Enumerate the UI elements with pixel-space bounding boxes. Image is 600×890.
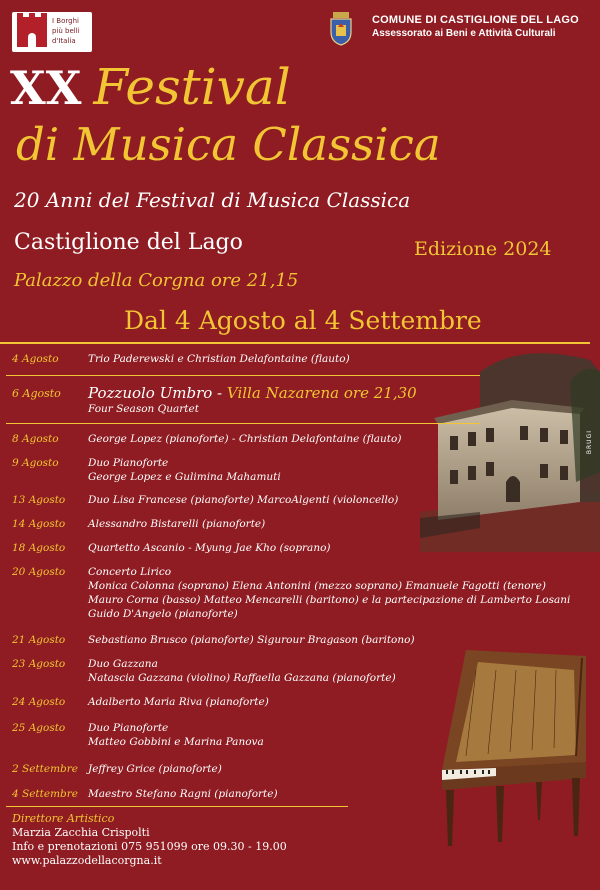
event-performers: Sebastiano Brusco (pianoforte) Sigurour Bragason (baritono) xyxy=(88,634,415,646)
booking-info: Info e prenotazioni 075 951099 ore 09.30 - 19.00 xyxy=(12,840,287,853)
event-date: 8 Agosto xyxy=(12,433,59,445)
event-date: 18 Agosto xyxy=(12,542,66,554)
divider xyxy=(6,806,348,807)
event-title: Duo Pianoforte xyxy=(88,457,169,469)
event-date: 24 Agosto xyxy=(12,696,66,708)
edition-year: Edizione 2024 xyxy=(414,238,552,260)
comune-header xyxy=(372,14,579,39)
event-date: 9 Agosto xyxy=(12,457,59,469)
comune-name: COMUNE DI CASTIGLIONE DEL LAGO xyxy=(372,14,579,26)
website-link[interactable]: www.palazzodellacorgna.it xyxy=(12,854,162,867)
event-performers: Monica Colonna (soprano) Elena Antonini (mezzo soprano) Emanuele Fagotti (tenore) xyxy=(88,580,546,592)
event-performers: George Lopez e Gulimina Mahamuti xyxy=(88,471,281,483)
event-performers: Natascia Gazzana (violino) Raffaella Gazzana (pianoforte) xyxy=(88,672,396,684)
director-role: Direttore Artistico xyxy=(12,812,115,825)
event-performers: Matteo Gobbini e Marina Panova xyxy=(88,736,264,748)
event-title: Duo Pianoforte xyxy=(88,722,169,734)
event-performers: Trio Paderewski e Christian Delafontaine (flauto) xyxy=(88,353,350,365)
event-date: 13 Agosto xyxy=(12,494,66,506)
event-title: Concerto Lirico xyxy=(88,566,172,578)
event-performers: Guido D'Angelo (pianoforte) xyxy=(88,608,238,620)
event-date: 2 Settembre xyxy=(12,763,78,775)
event-date: 14 Agosto xyxy=(12,518,66,530)
title-second-line: di Musica Classica xyxy=(16,118,441,171)
event-date: 20 Agosto xyxy=(12,566,66,578)
event-venue xyxy=(88,384,417,402)
divider xyxy=(0,342,590,344)
event-performers: Maestro Stefano Ragni (pianoforte) xyxy=(88,788,278,800)
fortepiano-image xyxy=(436,650,596,850)
event-performers: Quartetto Ascanio - Myung Jae Kho (soprano) xyxy=(88,542,331,554)
event-performers: Jeffrey Grice (pianoforte) xyxy=(88,763,222,775)
town-name: Castiglione del Lago xyxy=(14,230,243,255)
event-performers: Four Season Quartet xyxy=(88,403,199,415)
photo-credit: BRUGI xyxy=(586,430,593,455)
event-location: Pozzuolo Umbro - xyxy=(88,384,227,402)
festival-dates: Dal 4 Agosto al 4 Settembre xyxy=(124,306,482,335)
event-performers: Alessandro Bistarelli (pianoforte) xyxy=(88,518,266,530)
event-date: 4 Settembre xyxy=(12,788,78,800)
tower-icon xyxy=(17,17,47,47)
event-date: 6 Agosto xyxy=(12,387,61,400)
footer-info xyxy=(12,812,287,868)
edition-roman-numeral: XX xyxy=(10,61,82,115)
festival-word: Festival xyxy=(93,58,291,116)
event-title: Duo Gazzana xyxy=(88,658,158,670)
event-performers: Duo Lisa Francese (pianoforte) MarcoAlgenti (violoncello) xyxy=(88,494,399,506)
event-date: 21 Agosto xyxy=(12,634,66,646)
coat-of-arms-icon xyxy=(328,12,354,46)
borghi-piu-belli-logo xyxy=(12,12,92,52)
anniversary-subtitle: 20 Anni del Festival di Musica Classica xyxy=(14,188,411,212)
venue-time: Palazzo della Corgna ore 21,15 xyxy=(14,270,299,291)
borghi-logo-text: I Borghi più belli d'Italia xyxy=(52,17,80,45)
assessorato-name: Assessorato ai Beni e Attività Culturali xyxy=(372,28,556,39)
event-villa: Villa Nazarena ore 21,30 xyxy=(226,384,417,402)
event-date: 25 Agosto xyxy=(12,722,66,734)
title-first-line xyxy=(10,58,291,116)
director-name: Marzia Zacchia Crispolti xyxy=(12,826,150,839)
event-performers: Mauro Corna (basso) Matteo Mencarelli (baritono) e la partecipazione di Lamberto Losani xyxy=(88,594,571,606)
event-performers: George Lopez (pianoforte) - Christian Delafontaine (flauto) xyxy=(88,433,402,445)
event-date: 4 Agosto xyxy=(12,353,59,365)
event-performers: Adalberto Maria Riva (pianoforte) xyxy=(88,696,269,708)
event-date: 23 Agosto xyxy=(12,658,66,670)
